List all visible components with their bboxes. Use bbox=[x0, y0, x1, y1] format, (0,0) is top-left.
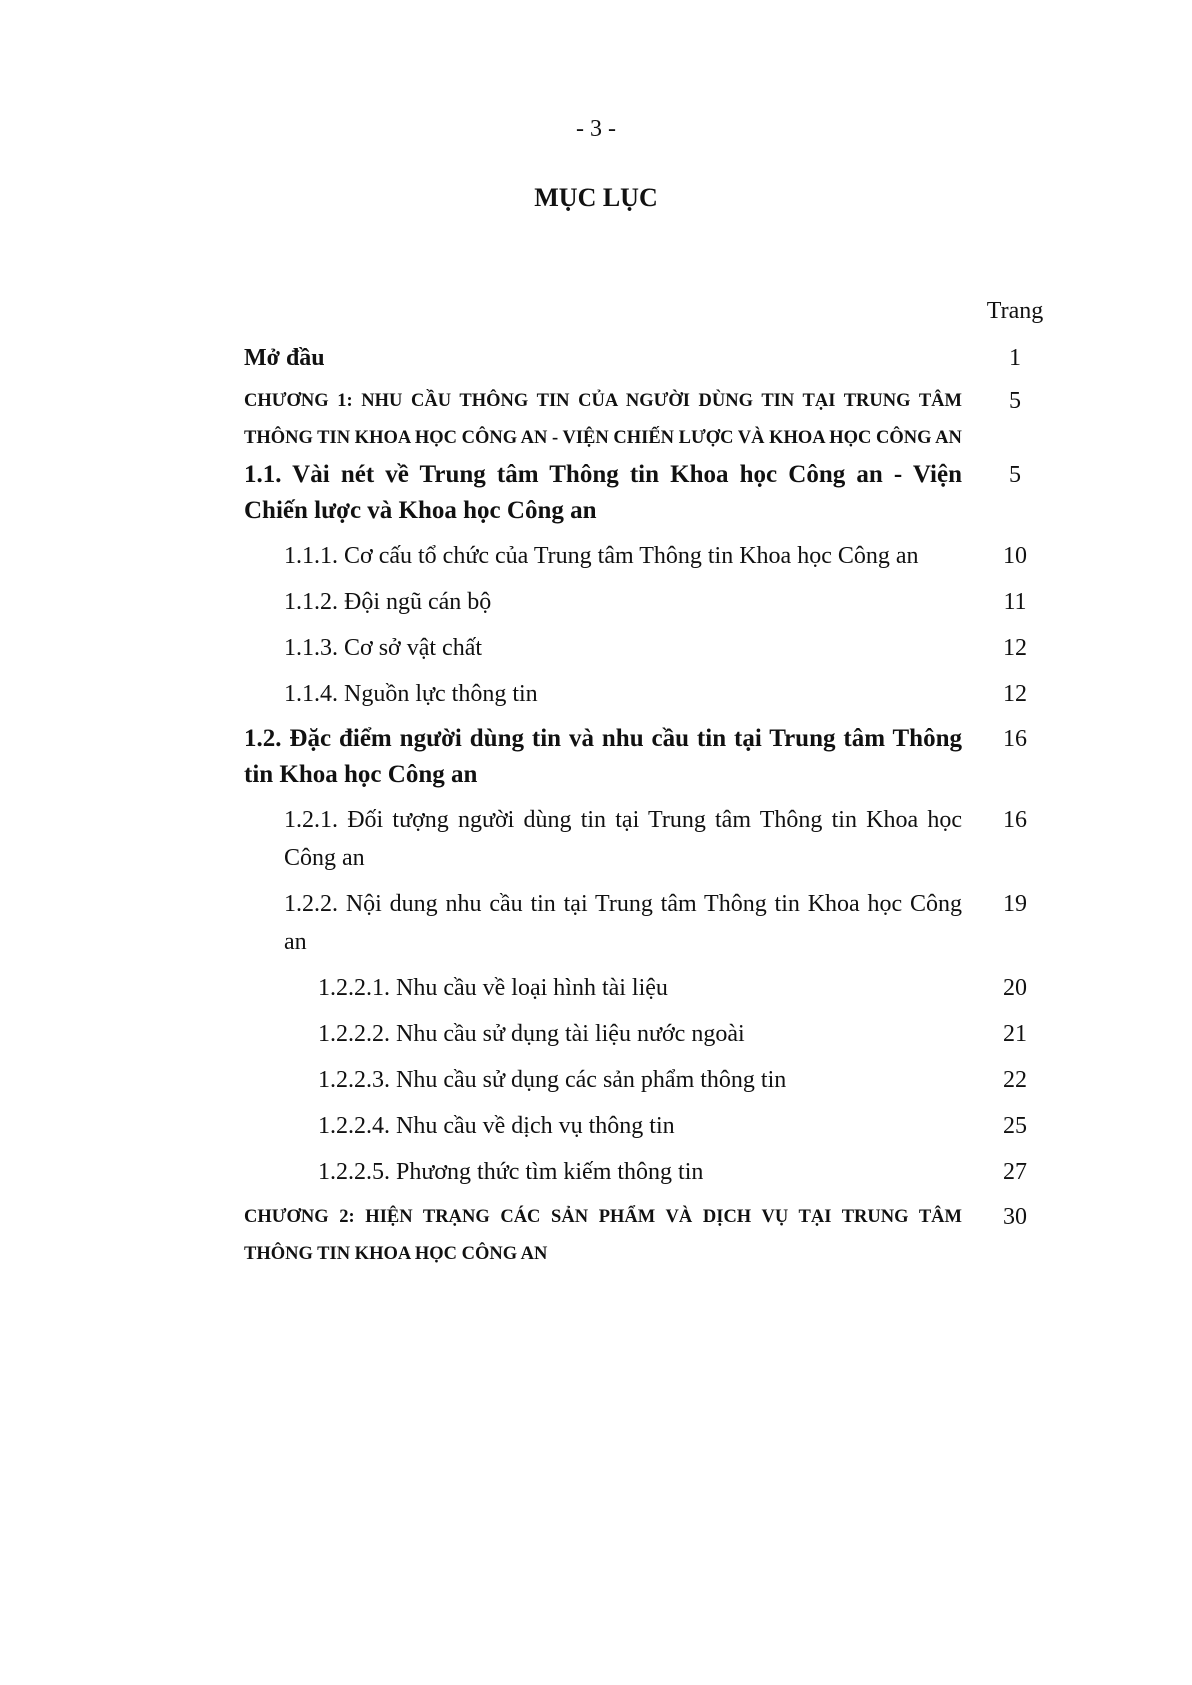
toc-entry-page: 30 bbox=[1003, 1204, 1027, 1230]
toc-entry-page: 5 bbox=[1009, 388, 1021, 414]
toc-entry[interactable] bbox=[244, 629, 1050, 667]
toc-entry[interactable] bbox=[244, 1199, 1050, 1273]
toc-entry-title: 1.2.2. Nội dung nhu cầu tin tại Trung tâm Thông tin Khoa học Công an bbox=[284, 891, 962, 955]
toc-entry-page: 5 bbox=[1009, 462, 1021, 488]
toc-entry-title: 1.1.1. Cơ cấu tổ chức của Trung tâm Thông tin Khoa học Công an bbox=[284, 543, 919, 569]
toc-entry[interactable] bbox=[244, 1061, 1050, 1099]
toc-entry-title: 1.2.2.4. Nhu cầu về dịch vụ thông tin bbox=[318, 1113, 675, 1139]
toc-entry[interactable] bbox=[244, 537, 1050, 575]
toc-entry-page: 12 bbox=[1003, 681, 1027, 707]
toc-entry-title: 1.1.2. Đội ngũ cán bộ bbox=[284, 589, 492, 615]
toc-entry-title: 1.1.3. Cơ sở vật chất bbox=[284, 635, 483, 661]
page-title: MỤC LỤC bbox=[534, 183, 658, 212]
toc-entry[interactable] bbox=[244, 383, 1050, 457]
toc-entry-title: 1.2. Đặc điểm người dùng tin và nhu cầu tin tại Trung tâm Thông tin Khoa học Công an bbox=[244, 725, 962, 788]
toc-entry-page: 12 bbox=[1003, 635, 1027, 661]
toc-entry-title: 1.2.2.1. Nhu cầu về loại hình tài liệu bbox=[318, 975, 668, 1001]
toc-entry-page: 10 bbox=[1003, 543, 1027, 569]
page-number: - 3 - bbox=[576, 116, 616, 142]
toc-entry[interactable] bbox=[244, 721, 1050, 793]
toc-entry-page: 21 bbox=[1003, 1021, 1027, 1047]
toc-entry[interactable] bbox=[244, 885, 1050, 961]
toc-entry[interactable] bbox=[244, 801, 1050, 877]
toc-entry-page: 19 bbox=[1003, 891, 1027, 917]
toc-entry-title: 1.2.2.5. Phương thức tìm kiếm thông tin bbox=[318, 1159, 704, 1185]
toc-entry-page: 20 bbox=[1003, 975, 1027, 1001]
toc-entry-page: 16 bbox=[1003, 726, 1027, 752]
table-of-contents bbox=[244, 340, 1050, 1273]
toc-entry[interactable] bbox=[244, 1107, 1050, 1145]
toc-entry-page: 22 bbox=[1003, 1067, 1027, 1093]
toc-entry-page: 16 bbox=[1003, 807, 1027, 833]
toc-entry[interactable] bbox=[244, 969, 1050, 1007]
toc-entry-title: 1.2.2.2. Nhu cầu sử dụng tài liệu nước ngoài bbox=[318, 1021, 745, 1047]
toc-entry[interactable] bbox=[244, 457, 1050, 529]
toc-entry[interactable] bbox=[244, 583, 1050, 621]
toc-entry-title: 1.1.4. Nguồn lực thông tin bbox=[284, 681, 538, 707]
toc-entry[interactable] bbox=[244, 675, 1050, 713]
toc-entry[interactable] bbox=[244, 1153, 1050, 1191]
toc-entry-page: 11 bbox=[1003, 589, 1027, 615]
toc-entry-title: 1.2.2.3. Nhu cầu sử dụng các sản phẩm thông tin bbox=[318, 1067, 787, 1093]
toc-entry[interactable] bbox=[244, 1015, 1050, 1053]
toc-entry-title: CHƯƠNG 2: HIỆN TRẠNG CÁC SẢN PHẨM VÀ DỊCH VỤ TẠI TRUNG TÂM THÔNG TIN KHOA HỌC CÔNG AN bbox=[244, 1207, 962, 1264]
toc-entry-title: 1.2.1. Đối tượng người dùng tin tại Trung tâm Thông tin Khoa học Công an bbox=[284, 807, 962, 871]
toc-entry-title: CHƯƠNG 1: NHU CẦU THÔNG TIN CỦA NGƯỜI DÙNG TIN TẠI TRUNG TÂM THÔNG TIN KHOA HỌC CÔNG AN - VIỆN CHIẾN LƯỢC VÀ KHOA HỌC CÔNG AN bbox=[244, 391, 962, 448]
toc-entry-page: 27 bbox=[1003, 1159, 1027, 1185]
toc-entry-page: 1 bbox=[1009, 345, 1021, 371]
page-column-label: Trang bbox=[986, 298, 1044, 324]
toc-entry[interactable] bbox=[244, 340, 1050, 376]
toc-entry-title: Mở đầu bbox=[244, 345, 325, 371]
toc-entry-page: 25 bbox=[1003, 1113, 1027, 1139]
toc-entry-title: 1.1. Vài nét về Trung tâm Thông tin Khoa học Công an - Viện Chiến lược và Khoa học Công an bbox=[244, 461, 962, 524]
